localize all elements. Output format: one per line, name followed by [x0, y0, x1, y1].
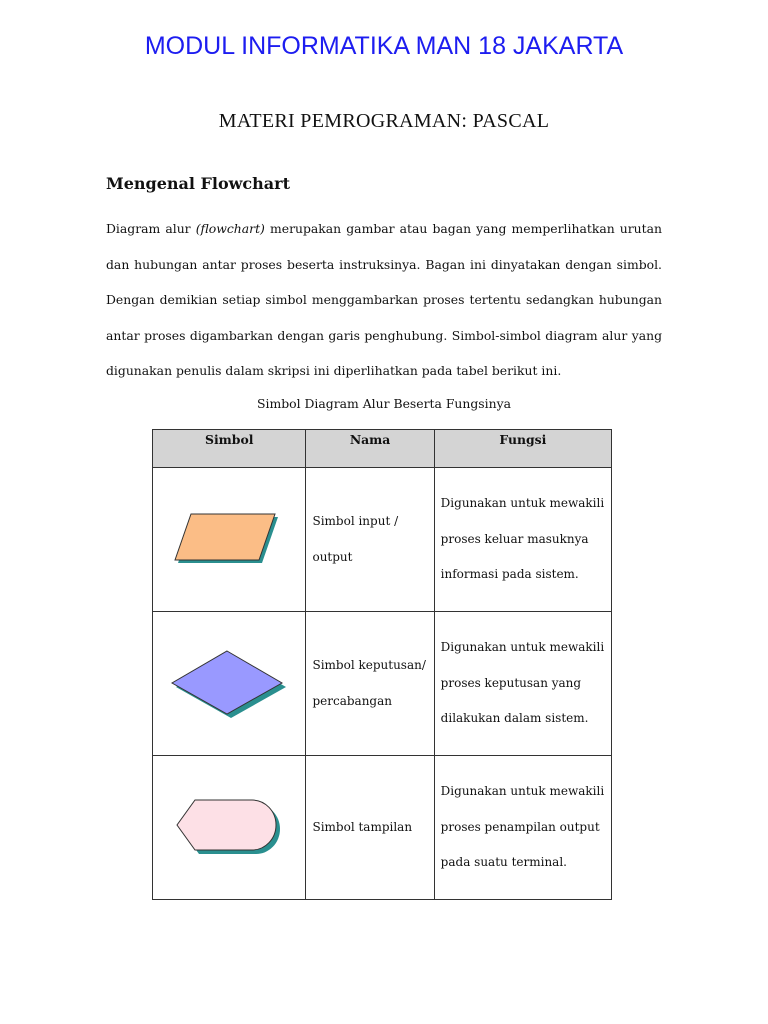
symbol-function: Digunakan untuk mewakili proses keluar masuknya informasi pada sistem.: [434, 468, 611, 612]
parallelogram-icon: [173, 512, 285, 568]
symbol-name: Simbol keputusan/ percabangan: [306, 612, 434, 756]
paragraph-italic-term: (flowchart): [195, 221, 265, 236]
symbol-cell: [153, 756, 306, 900]
symbol-function: Digunakan untuk mewakili proses penampilan output pada suatu terminal.: [434, 756, 611, 900]
table-row: [153, 612, 612, 756]
header-function: Fungsi: [434, 430, 611, 468]
symbol-name: Simbol input / output: [306, 468, 434, 612]
intro-paragraph: [106, 211, 662, 389]
display-icon: [173, 798, 285, 858]
section-heading: Mengenal Flowchart: [106, 174, 290, 193]
symbol-name: Simbol tampilan: [306, 756, 434, 900]
table-row: [153, 468, 612, 612]
diamond-shape: [172, 651, 282, 714]
symbol-function: Digunakan untuk mewakili proses keputusan yang dilakukan dalam sistem.: [434, 612, 611, 756]
paragraph-text-rest: merupakan gambar atau bagan yang memperlihatkan urutan dan hubungan antar proses beserta instruksinya. Bagan ini dinyatakan dengan simbol. Dengan demikian setiap simbol menggambarkan proses tertentu sedangkan hubungan antar proses digambarkan dengan garis penghubung. Simbol-simbol diagram alur yang digunakan penulis dalam skripsi ini diperlihatkan pada tabel berikut ini.: [106, 221, 662, 378]
paragraph-text-start: Diagram alur: [106, 221, 196, 236]
symbol-cell: [153, 612, 306, 756]
symbol-table: [152, 429, 612, 900]
page-title: MATERI PEMROGRAMAN: PASCAL: [218, 110, 550, 132]
module-header: MODUL INFORMATIKA MAN 18 JAKARTA: [144, 32, 624, 60]
diamond-icon: [169, 649, 289, 719]
table-header-row: [153, 430, 612, 468]
table-row: [153, 756, 612, 900]
header-symbol: Simbol: [153, 430, 306, 468]
symbol-cell: [153, 468, 306, 612]
parallelogram-shape: [175, 514, 275, 560]
table-caption: Simbol Diagram Alur Beserta Fungsinya: [257, 396, 511, 411]
display-shape: [177, 800, 276, 850]
header-name: Nama: [306, 430, 434, 468]
